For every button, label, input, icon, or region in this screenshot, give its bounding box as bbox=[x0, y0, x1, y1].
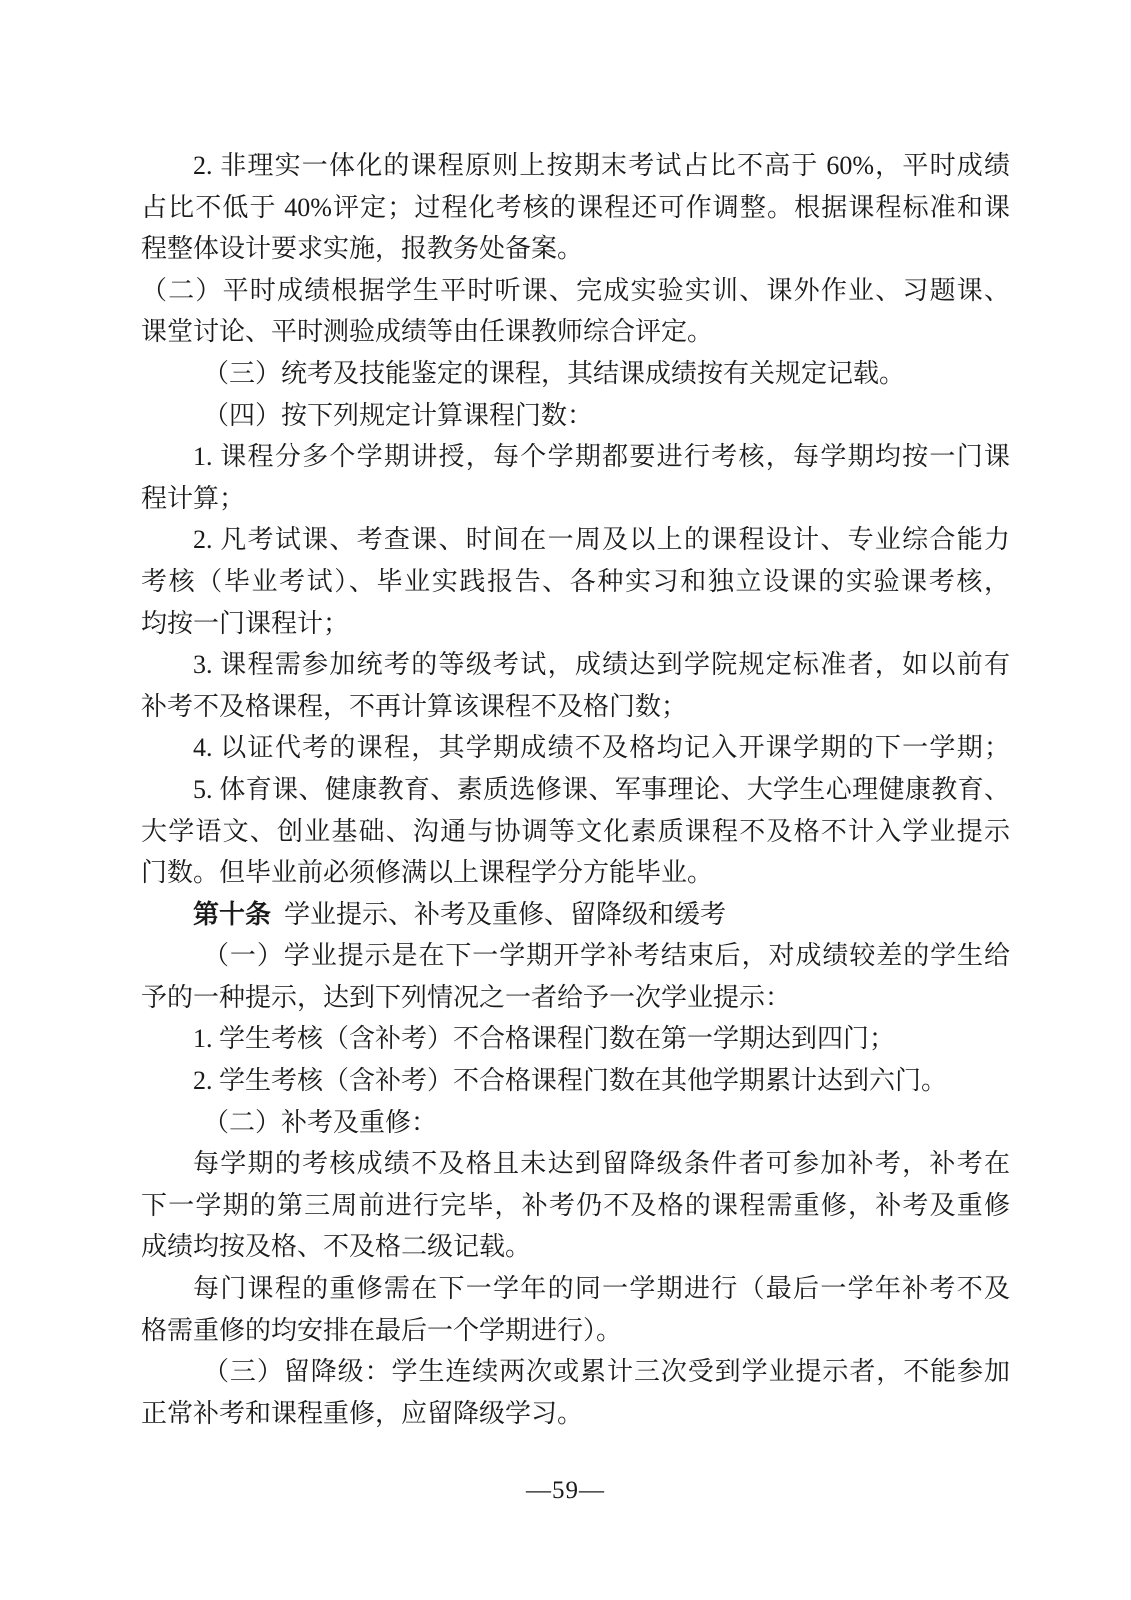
paragraph-line: 补考不及格课程，不再计算该课程不及格门数； bbox=[141, 691, 688, 721]
paragraph-line: 格需重修的均安排在最后一个学期进行）。 bbox=[141, 1315, 623, 1345]
article-number: 第十条 bbox=[193, 899, 272, 929]
paragraph-line: 每学期的考核成绩不及格且未达到留降级条件者可参加补考，补考在 bbox=[193, 1149, 1010, 1179]
paragraph-line: （三）留降级：学生连续两次或累计三次受到学业提示者，不能参加 bbox=[203, 1357, 1010, 1387]
paragraph-line: 3. 课程需参加统考的等级考试，成绩达到学院规定标准者，如以前有 bbox=[193, 650, 1010, 680]
paragraph-line: 予的一种提示，达到下列情况之一者给予一次学业提示： bbox=[141, 982, 792, 1012]
paragraph-line: （二）平时成绩根据学生平时听课、完成实验实训、课外作业、习题课、 bbox=[141, 275, 1010, 305]
paragraph-line: 5. 体育课、健康教育、素质选修课、军事理论、大学生心理健康教育、 bbox=[193, 774, 1010, 804]
paragraph-line: 2. 凡考试课、考查课、时间在一周及以上的课程设计、专业综合能力 bbox=[193, 525, 1010, 555]
paragraph-line: 程整体设计要求实施，报教务处备案。 bbox=[141, 234, 584, 264]
paragraph-line: 成绩均按及格、不及格二级记载。 bbox=[141, 1232, 532, 1262]
paragraph-line: 每门课程的重修需在下一学年的同一学期进行（最后一学年补考不及 bbox=[193, 1274, 1010, 1304]
paragraph-line: （二）补考及重修： bbox=[203, 1107, 438, 1137]
paragraph-line: （四）按下列规定计算课程门数： bbox=[203, 400, 594, 430]
paragraph-line: 考核（毕业考试）、毕业实践报告、各种实习和独立设课的实验课考核， bbox=[141, 566, 1010, 596]
paragraph-line: （三）统考及技能鉴定的课程，其结课成绩按有关规定记载。 bbox=[203, 358, 906, 388]
paragraph-line: 均按一门课程计； bbox=[141, 608, 350, 638]
paragraph-line: 1. 课程分多个学期讲授，每个学期都要进行考核，每学期均按一门课 bbox=[193, 442, 1010, 472]
article-title: 学业提示、补考及重修、留降级和缓考 bbox=[284, 899, 727, 929]
paragraph-line: 门数。但毕业前必须修满以上课程学分方能毕业。 bbox=[141, 858, 714, 888]
paragraph-line: 1. 学生考核（含补考）不合格课程门数在第一学期达到四门； bbox=[193, 1024, 896, 1054]
paragraph-line: 下一学期的第三周前进行完毕，补考仍不及格的课程需重修，补考及重修 bbox=[141, 1190, 1010, 1220]
paragraph-line: 程计算； bbox=[141, 483, 246, 513]
paragraph-line: 课堂讨论、平时测验成绩等由任课教师综合评定。 bbox=[141, 317, 714, 347]
paragraph-line: 占比不低于 40%评定；过程化考核的课程还可作调整。根据课程标准和课 bbox=[141, 192, 1010, 222]
article-heading bbox=[141, 894, 1010, 936]
paragraph-line: 2. 学生考核（含补考）不合格课程门数在其他学期累计达到六门。 bbox=[193, 1066, 948, 1096]
paragraph-line: 正常补考和课程重修，应留降级学习。 bbox=[141, 1398, 584, 1428]
paragraph-line: 大学语文、创业基础、沟通与协调等文化素质课程不及格不计入学业提示 bbox=[141, 816, 1010, 846]
paragraph-line: 4. 以证代考的课程，其学期成绩不及格均记入开课学期的下一学期； bbox=[193, 733, 1010, 763]
paragraph-line: （一）学业提示是在下一学期开学补考结束后，对成绩较差的学生给 bbox=[203, 941, 1010, 971]
paragraph-line: 2. 非理实一体化的课程原则上按期末考试占比不高于 60%，平时成绩 bbox=[193, 151, 1010, 180]
page-number: —59— bbox=[526, 1477, 605, 1504]
document-body bbox=[141, 145, 1010, 1434]
